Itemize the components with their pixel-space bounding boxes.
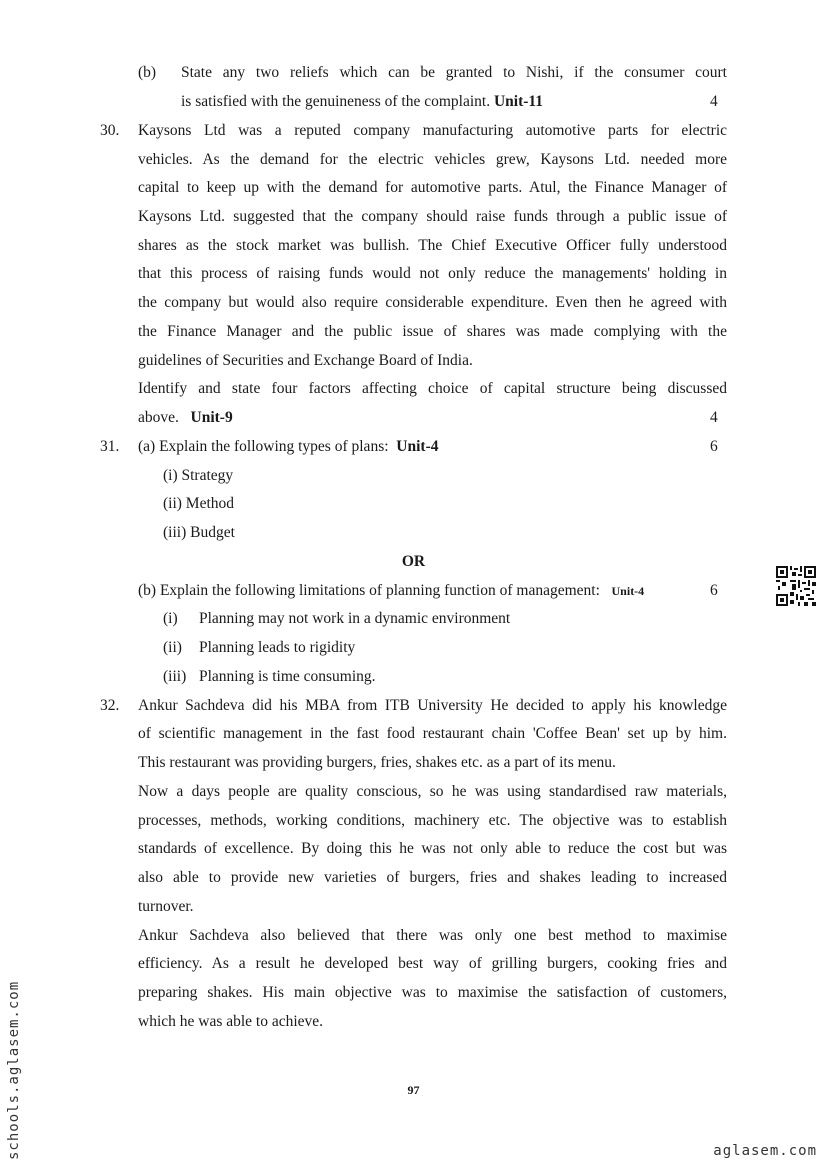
q29b-line-2-text: is satisfied with the genuineness of the complaint. [181,93,491,110]
q29b-line-2 [181,92,543,112]
q32-number: 32. [100,697,120,714]
q32-line: of scientific management in the fast food restaurant chain 'Coffee Bean' set up by him. [138,725,727,742]
q30-number: 30. [100,122,120,139]
q31b-question [138,581,644,601]
q32-line: also able to provide new varieties of burgers, fries and shakes leading to increased [138,869,727,886]
q31b-item-text: Planning may not work in a dynamic environment [199,610,511,627]
q32-line: Ankur Sachdeva also believed that there was only one best method to maximise [138,927,727,944]
q30-last-line-text: above. [138,409,179,426]
q32-line: which he was able to achieve. [138,1013,324,1030]
q30-unit: Unit-9 [190,409,233,426]
q32-line: preparing shakes. His main objective was to maximise the satisfaction of customers, [138,984,727,1001]
q31b-item-text: Planning leads to rigidity [199,639,356,656]
q30-line: Identify and state four factors affecting choice of capital structure being discussed [138,380,727,397]
q31b-item-label: (iii) [163,668,187,685]
q31-number: 31. [100,438,120,455]
q32-line: Ankur Sachdeva did his MBA from ITB University He decided to apply his knowledge [138,697,727,714]
side-watermark: schools.aglasem.com [6,980,22,1160]
q30-marks: 4 [710,409,718,426]
q30-line: Kaysons Ltd. suggested that the company should raise funds through a public issue of [138,208,727,225]
q30-line: the company but would also require considerable expenditure. Even then he agreed with [138,294,727,311]
q29b-label: (b) [138,64,157,81]
q29b-marks: 4 [710,93,718,110]
q32-line: Now a days people are quality conscious, so he was using standardised raw materials, [138,783,727,800]
q31b-text: (b) Explain the following limitations of planning function of management: [138,582,600,599]
q31a-text: (a) Explain the following types of plans: [138,438,389,455]
q31b-unit: Unit-4 [611,584,645,598]
q30-line: the Finance Manager and the public issue of shares was made complying with the [138,323,727,340]
bottom-watermark: aglasem.com [713,1143,817,1159]
q31b-item-label: (i) [163,610,178,627]
q31a-unit: Unit-4 [396,438,439,455]
q30-line: Kaysons Ltd was a reputed company manufacturing automotive parts for electric [138,122,727,139]
q30-line: vehicles. As the demand for the electric vehicles grew, Kaysons Ltd. needed more [138,151,727,168]
q32-line: turnover. [138,898,194,915]
page-number: 97 [407,1083,420,1097]
q30-line: that this process of raising funds would not only reduce the managements' holding in [138,265,727,282]
q31a-marks: 6 [710,438,718,455]
q32-line: efficiency. As a result he developed best way of grilling burgers, cooking fries and [138,955,727,972]
or-separator: OR [401,553,426,570]
q32-line: This restaurant was providing burgers, fries, shakes etc. as a part of its menu. [138,754,616,771]
q31a-item: (i) Strategy [163,467,234,484]
q29b-unit: Unit-11 [493,93,544,110]
q32-line: standards of excellence. By doing this he was not only able to reduce the cost but was [138,840,727,857]
q31b-marks: 6 [710,582,718,599]
q30-line: shares as the stock market was bullish. The Chief Executive Officer fully understood [138,237,727,254]
q32-line: processes, methods, working conditions, machinery etc. The objective was to establish [138,812,727,829]
q31a-question [138,437,438,457]
q31a-item: (iii) Budget [163,524,235,541]
q31a-item: (ii) Method [163,495,235,512]
q29b-line-1: State any two reliefs which can be granted to Nishi, if the consumer court [181,64,727,81]
qr-code-icon[interactable] [776,566,816,606]
q31b-item-text: Planning is time consuming. [199,668,376,685]
q30-last-line [138,408,233,428]
q30-line: capital to keep up with the demand for automotive parts. Atul, the Finance Manager of [138,179,727,196]
q31b-item-label: (ii) [163,639,182,656]
q30-line: guidelines of Securities and Exchange Board of India. [138,352,473,369]
